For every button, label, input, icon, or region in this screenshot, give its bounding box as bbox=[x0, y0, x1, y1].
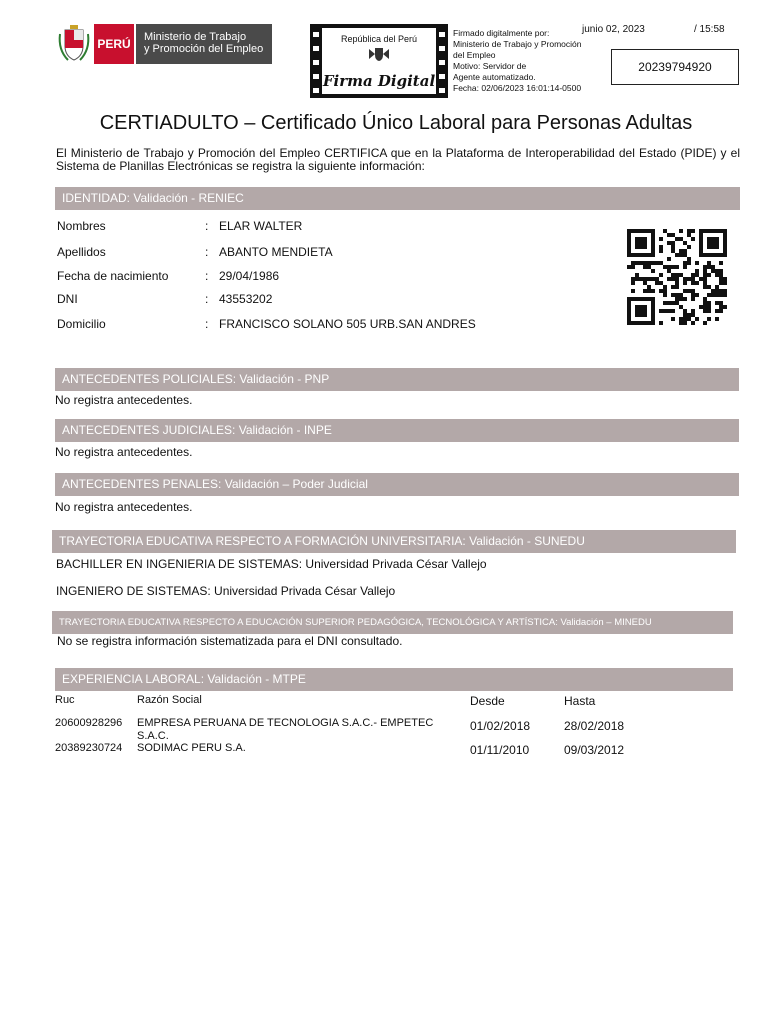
cell-desde: 01/02/2018 bbox=[470, 719, 531, 733]
field-label: DNI bbox=[57, 292, 78, 306]
section-header-judiciales: ANTECEDENTES JUDICIALES: Validación - INPE bbox=[55, 419, 739, 442]
field-label: Apellidos bbox=[57, 245, 106, 259]
field-colon: : bbox=[205, 292, 209, 306]
field-value-domicilio: FRANCISCO SOLANO 505 URB.SAN ANDRES bbox=[219, 317, 476, 331]
ministry-line-1: Ministerio de Trabajo bbox=[144, 31, 247, 43]
field-colon: : bbox=[205, 269, 209, 283]
signed-line: Firmado digitalmente por: bbox=[453, 28, 550, 38]
policiales-text: No registra antecedentes. bbox=[55, 393, 193, 407]
cell-hasta: 28/02/2018 bbox=[564, 719, 625, 733]
column-header-ruc: Ruc bbox=[55, 694, 75, 706]
signature-details bbox=[453, 28, 603, 94]
cell-razon-social: EMPRESA PERUANA DE TECNOLOGIA S.A.C.- EMPETEC bbox=[137, 717, 434, 729]
signed-line: Fecha: 02/06/2023 16:01:14-0500 bbox=[453, 83, 582, 93]
field-value-dni: 43553202 bbox=[219, 292, 273, 306]
field-label: Nombres bbox=[57, 219, 106, 233]
field-label: Fecha de nacimiento bbox=[57, 269, 169, 283]
section-header-laboral: EXPERIENCIA LABORAL: Validación - MTPE bbox=[55, 668, 733, 691]
signed-line: Motivo: Servidor de bbox=[453, 61, 527, 71]
ministry-line-2: y Promoción del Empleo bbox=[144, 43, 264, 55]
ministry-name bbox=[136, 24, 272, 64]
issue-date: junio 02, 2023 bbox=[582, 24, 645, 35]
cell-razon-social-cont: S.A.C. bbox=[137, 730, 169, 742]
superior-text: No se registra información sistematizada para el DNI consultado. bbox=[57, 634, 403, 648]
cell-ruc: 20600928296 bbox=[55, 717, 123, 729]
field-value-apellidos: ABANTO MENDIETA bbox=[219, 245, 333, 259]
qr-code-icon bbox=[627, 229, 727, 325]
section-header-identidad: IDENTIDAD: Validación - RENIEC bbox=[55, 187, 740, 210]
digital-signature-stamp bbox=[310, 24, 448, 98]
cell-desde: 01/11/2010 bbox=[470, 743, 530, 757]
ministry-logo bbox=[56, 24, 272, 64]
stamp-firma-digital: Firma Digital bbox=[322, 72, 436, 90]
field-colon: : bbox=[205, 245, 209, 259]
page-title: CERTIADULTO – Certificado Único Laboral para Personas Adultas bbox=[99, 112, 693, 134]
section-header-universitaria: TRAYECTORIA EDUCATIVA RESPECTO A FORMACIÓN UNIVERSITARIA: Validación - SUNEDU bbox=[52, 530, 736, 553]
peru-coat-of-arms-icon bbox=[56, 24, 92, 64]
section-header-penales: ANTECEDENTES PENALES: Validación – Poder Judicial bbox=[55, 473, 739, 496]
column-header-desde: Desde bbox=[470, 694, 505, 708]
peru-label: PERÚ bbox=[94, 24, 134, 64]
column-header-hasta: Hasta bbox=[564, 694, 596, 708]
signed-line: Agente automatizado. bbox=[453, 72, 536, 82]
judiciales-text: No registra antecedentes. bbox=[55, 445, 193, 459]
section-header-superior: TRAYECTORIA EDUCATIVA RESPECTO A EDUCACIÓN SUPERIOR PEDAGÓGICA, TECNOLÓGICA Y ARTÍSTICA: Validación – MINEDU bbox=[52, 611, 733, 634]
degree-item: INGENIERO DE SISTEMAS: Universidad Privada César Vallejo bbox=[56, 584, 396, 598]
cell-hasta: 09/03/2012 bbox=[564, 743, 625, 757]
degree-item: BACHILLER EN INGENIERIA DE SISTEMAS: Universidad Privada César Vallejo bbox=[56, 557, 487, 571]
issue-time: / 15:58 bbox=[694, 24, 725, 35]
cell-ruc: 20389230724 bbox=[55, 742, 123, 754]
field-value-nombres: ELAR WALTER bbox=[219, 219, 303, 233]
certificate-code: 20239794920 bbox=[611, 49, 739, 85]
signed-line: del Empleo bbox=[453, 50, 496, 60]
field-colon: : bbox=[205, 219, 209, 233]
field-label: Domicilio bbox=[57, 317, 106, 331]
field-value-fecha-nacimiento: 29/04/1986 bbox=[219, 269, 280, 283]
intro-paragraph: El Ministerio de Trabajo y Promoción del Empleo CERTIFICA que en la Plataforma de Interoperabilidad del Estado (PIDE) y el Sistema de Planillas Electrónicas se registra la siguiente información: bbox=[56, 146, 740, 173]
stamp-republic: República del Perú bbox=[340, 34, 418, 44]
field-colon: : bbox=[205, 317, 209, 331]
coat-of-arms-icon bbox=[322, 46, 436, 67]
section-header-policiales: ANTECEDENTES POLICIALES: Validación - PNP bbox=[55, 368, 739, 391]
column-header-razon-social: Razón Social bbox=[137, 694, 202, 706]
signed-line: Ministerio de Trabajo y Promoción bbox=[453, 39, 582, 49]
penales-text: No registra antecedentes. bbox=[55, 500, 193, 514]
cell-razon-social: SODIMAC PERU S.A. bbox=[137, 742, 246, 754]
